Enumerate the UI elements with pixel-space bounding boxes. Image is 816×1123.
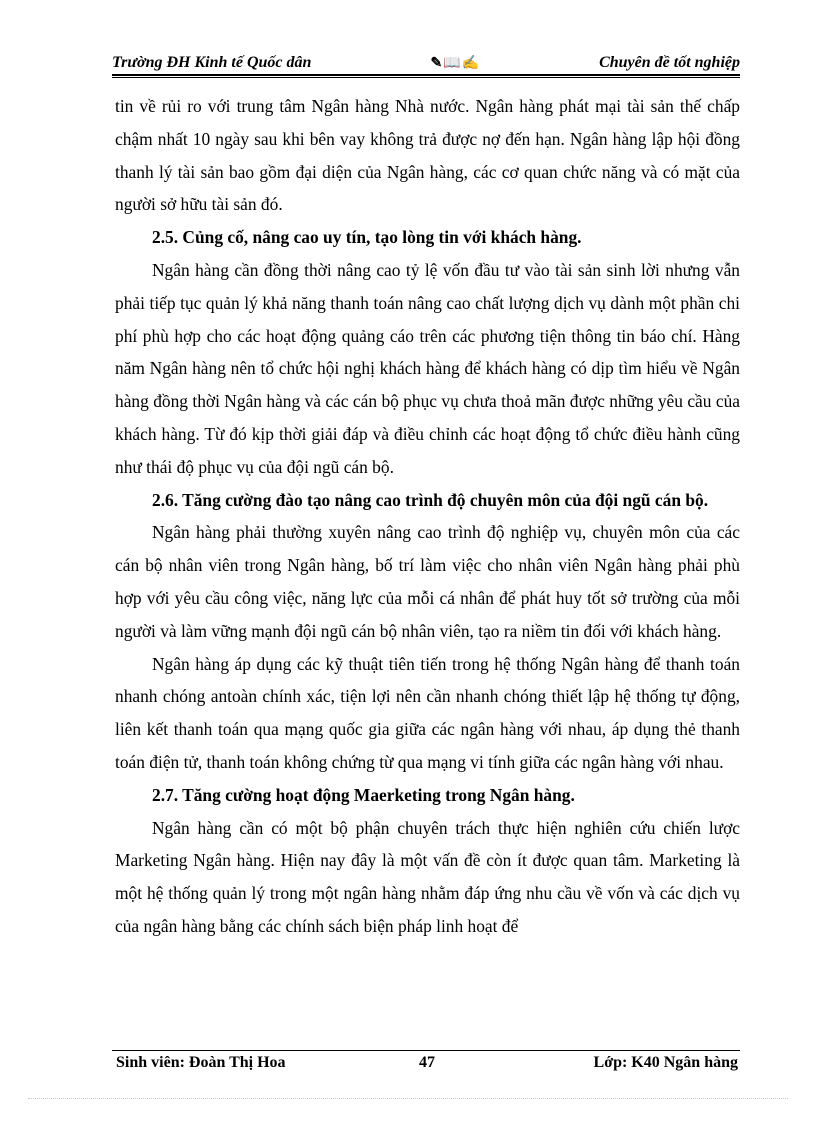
paragraph-marketing: Ngân hàng cần có một bộ phận chuyên trách thực hiện nghiên cứu chiến lược Marketing Ngân hàng. Hiện nay đây là một vấn đề còn ít được quan tâm. Marketing là một hệ thống quản lý trong một ngân hàng nhằm đáp ứng nhu cầu về vốn và các dịch vụ của ngân hàng bằng các chính sách biện pháp linh hoạt để — [115, 817, 740, 936]
footer-divider — [112, 1050, 740, 1051]
paragraph-collateral: tin về rủi ro với trung tâm Ngân hàng Nhà nước. Ngân hàng phát mại tài sản thế chấp chậm nhất 10 ngày sau khi bên vay không trả được nợ đến hạn. Ngân hàng lập hội đồng thanh lý tài sản bao gồm đại diện của Ngân hàng, các cơ quan chức năng và có mặt của người sở hữu tài sản đó. — [115, 96, 740, 215]
paragraph-technology: Ngân hàng áp dụng các kỹ thuật tiên tiến trong hệ thống Ngân hàng để thanh toán nhanh chóng antoàn chính xác, tiện lợi nên cần nhanh chóng thiết lập hệ thống tự động, liên kết thanh toán qua mạng quốc gia giữa các ngân hàng với nhau, áp dụng thẻ thanh toán điện tử, thanh toán không chứng từ qua mạng vi tính giữa các ngân hàng với nhau. — [115, 653, 740, 772]
page-number: 47 — [419, 1054, 435, 1071]
footer-class: Lớp: K40 Ngân hàng — [593, 1054, 738, 1071]
paragraph-reputation: Ngân hàng cần đồng thời nâng cao tỷ lệ vốn đầu tư vào tài sản sinh lời nhưng vẫn phải tiếp tục quản lý khả năng thanh toán nâng cao chất lượng dịch vụ dành một phần chi phí phù hợp cho các hoạt động quảng cáo trên các phương tiện thông tin báo chí. Hàng năm Ngân hàng nên tổ chức hội nghị khách hàng để khách hàng có dịp tìm hiểu về Ngân hàng đồng thời Ngân hàng và các cán bộ phục vụ chưa thoả mãn được những yêu cầu của khách hàng. Từ đó kịp thời giải đáp và điều chỉnh các hoạt động tổ chức điều hành cũng như thái độ phục vụ của đội ngũ cán bộ. — [115, 259, 740, 477]
page-bottom-edge — [28, 1098, 788, 1099]
book-quill-ornament-icon: ✎📖✍ — [430, 56, 481, 71]
page-footer — [116, 1054, 738, 1078]
heading-2-6: 2.6. Tăng cường đào tạo nâng cao trình độ chuyên môn của đội ngũ cán bộ. — [152, 489, 709, 510]
footer-student-name: Sinh viên: Đoàn Thị Hoa — [116, 1054, 286, 1071]
paragraph-training: Ngân hàng phải thường xuyên nâng cao trình độ nghiệp vụ, chuyên môn của các cán bộ nhân viên trong Ngân hàng, bố trí làm việc cho nhân viên Ngân hàng phải phù hợp với yêu cầu công việc, năng lực của mỗi cá nhân để phát huy tốt sở trường của mỗi người và làm vững mạnh đội ngũ cán bộ nhân viên, tạo ra niềm tin đối với khách hàng. — [115, 522, 740, 641]
heading-2-5: 2.5. Củng cố, nâng cao uy tín, tạo lòng tin với khách hàng. — [152, 227, 582, 248]
page-body — [115, 90, 740, 943]
header-university: Trường ĐH Kinh tế Quốc dân — [112, 54, 312, 71]
heading-2-7: 2.7. Tăng cường hoạt động Maerketing trong Ngân hàng. — [152, 784, 575, 805]
header-divider — [112, 74, 740, 78]
header-report-type: Chuyên đề tốt nghiệp — [599, 54, 740, 71]
page-header — [112, 46, 740, 72]
